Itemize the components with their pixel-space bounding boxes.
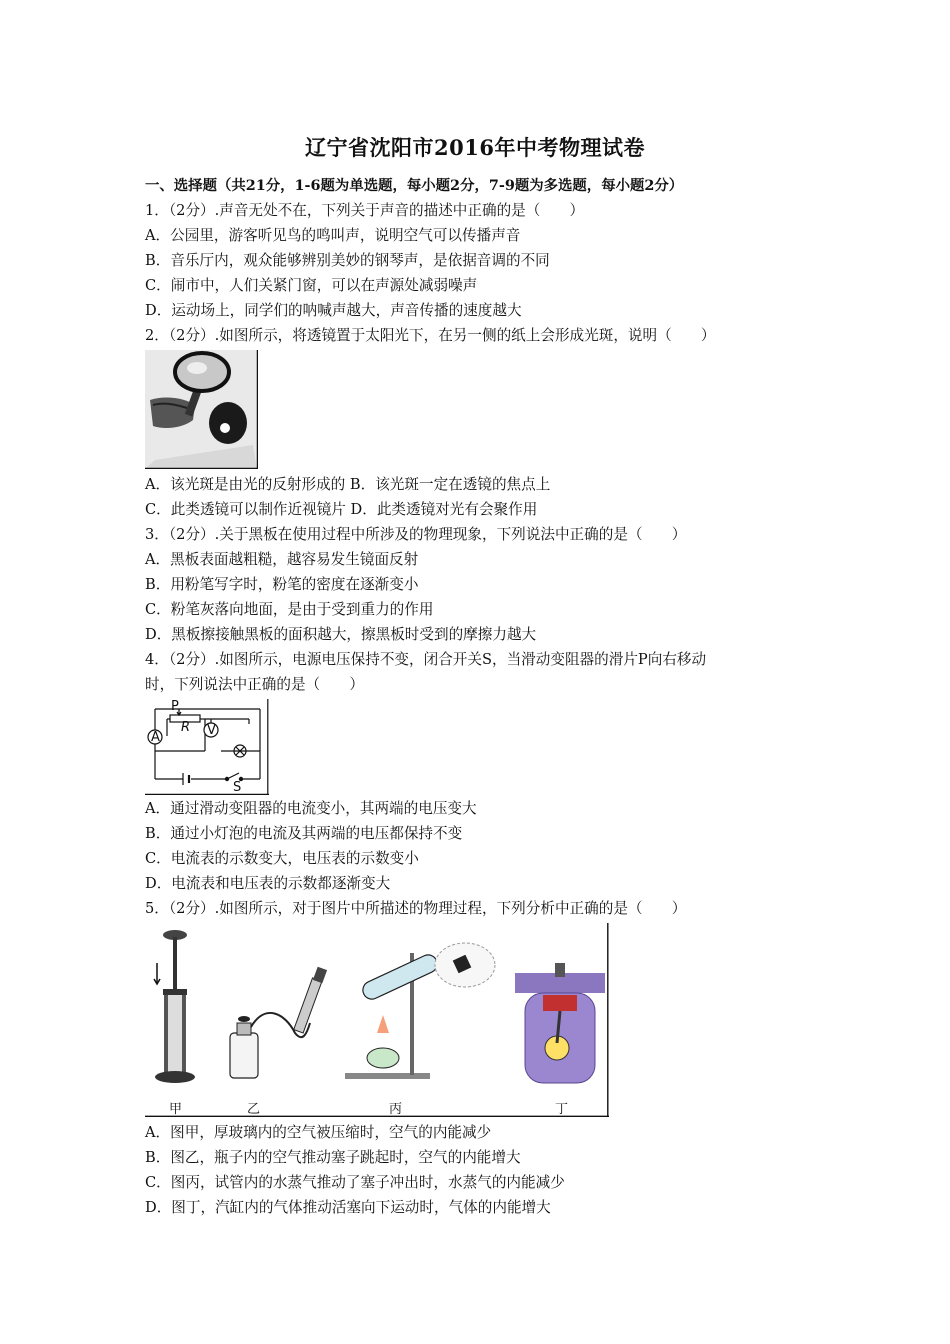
question-3-option-c: C．粉笔灰落向地面，是由于受到重力的作用 [145, 601, 434, 618]
question-4-option-a: A．通过滑动变阻器的电流变小，其两端的电压变大 [145, 800, 477, 817]
question-2-option-ab: A．该光斑是由光的反射形成的 B．该光斑一定在透镜的焦点上 [145, 476, 551, 493]
test-tube-steam-image [345, 943, 495, 1079]
question-3-option-d: D．黑板擦接触黑板的面积越大，擦黑板时受到的摩擦力越大 [145, 626, 537, 643]
ammeter-label: A [151, 730, 160, 745]
question-3-option-a: A．黑板表面越粗糙，越容易发生镜面反射 [145, 551, 419, 568]
question-4-option-d: D．电流表和电压表的示数都逐渐变大 [145, 875, 391, 892]
compression-apparatus-image [154, 930, 195, 1083]
question-1-option-c: C．闹市中，人们关紧门窗，可以在声源处减弱噪声 [145, 277, 478, 294]
question-1-option-b: B．音乐厅内，观众能够辨别美妙的钢琴声，是依据音调的不同 [145, 252, 550, 269]
circuit-diagram [145, 699, 269, 795]
question-2-stem: 2．（2分）.如图所示，将透镜置于太阳光下，在另一侧的纸上会形成光斑，说明（ ） [145, 327, 716, 344]
question-5-option-b: B．图乙，瓶子内的空气推动塞子跳起时，空气的内能增大 [145, 1149, 521, 1166]
question-5-option-a: A．图甲，厚玻璃内的空气被压缩时，空气的内能减少 [145, 1124, 492, 1141]
question-1-option-a: A．公园里，游客听见鸟的鸣叫声，说明空气可以传播声音 [145, 227, 521, 244]
question-4-option-b: B．通过小灯泡的电流及其两端的电压都保持不变 [145, 825, 463, 842]
switch-label: S [233, 780, 242, 795]
bottle-pump-image [230, 967, 327, 1078]
page-title: 辽宁省沈阳市2016年中考物理试卷 [305, 135, 645, 160]
magnifier-sunlight-image [145, 350, 258, 469]
section-heading: 一、选择题（共21分，1-6题为单选题，每小题2分，7-9题为多选题，每小题2分） [145, 177, 684, 194]
thermal-figure [145, 923, 609, 1117]
question-5-option-c: C．图丙，试管内的水蒸气推动了塞子冲出时，水蒸气的内能减少 [145, 1174, 565, 1191]
question-2-option-cd: C．此类透镜可以制作近视镜片 D．此类透镜对光有会聚作用 [145, 501, 538, 518]
question-4-stem-cont: 时，下列说法中正确的是（ ） [145, 676, 364, 693]
thermal-process-images [145, 923, 609, 1117]
slider-label: P [171, 699, 179, 714]
question-4-option-c: C．电流表的示数变大，电压表的示数变小 [145, 850, 419, 867]
fig-label-ding: 丁 [555, 1102, 569, 1117]
rheostat-label: R [181, 720, 191, 735]
lens-figure [145, 350, 258, 469]
fig-label-bing: 丙 [389, 1102, 403, 1117]
question-1-option-d: D．运动场上，同学们的呐喊声越大，声音传播的速度越大 [145, 302, 522, 319]
question-5-option-d: D．图丁，汽缸内的气体推动活塞向下运动时，气体的内能增大 [145, 1199, 551, 1216]
question-3-option-b: B．用粉笔写字时，粉笔的密度在逐渐变小 [145, 576, 419, 593]
voltmeter-label: V [207, 723, 216, 738]
question-3-stem: 3．（2分）.关于黑板在使用过程中所涉及的物理现象，下列说法中正确的是（ ） [145, 526, 687, 543]
question-4-stem: 4．（2分）.如图所示，电源电压保持不变，闭合开关S，当滑动变阻器的滑片P向右移动 [145, 651, 707, 668]
engine-cylinder-image [515, 963, 605, 1083]
question-1-stem: 1．（2分）.声音无处不在，下列关于声音的描述中正确的是（ ） [145, 202, 585, 219]
fig-label-yi: 乙 [247, 1102, 261, 1117]
fig-label-jia: 甲 [169, 1102, 183, 1117]
question-5-stem: 5．（2分）.如图所示，对于图片中所描述的物理过程，下列分析中正确的是（ ） [145, 900, 687, 917]
circuit-figure [145, 699, 269, 795]
